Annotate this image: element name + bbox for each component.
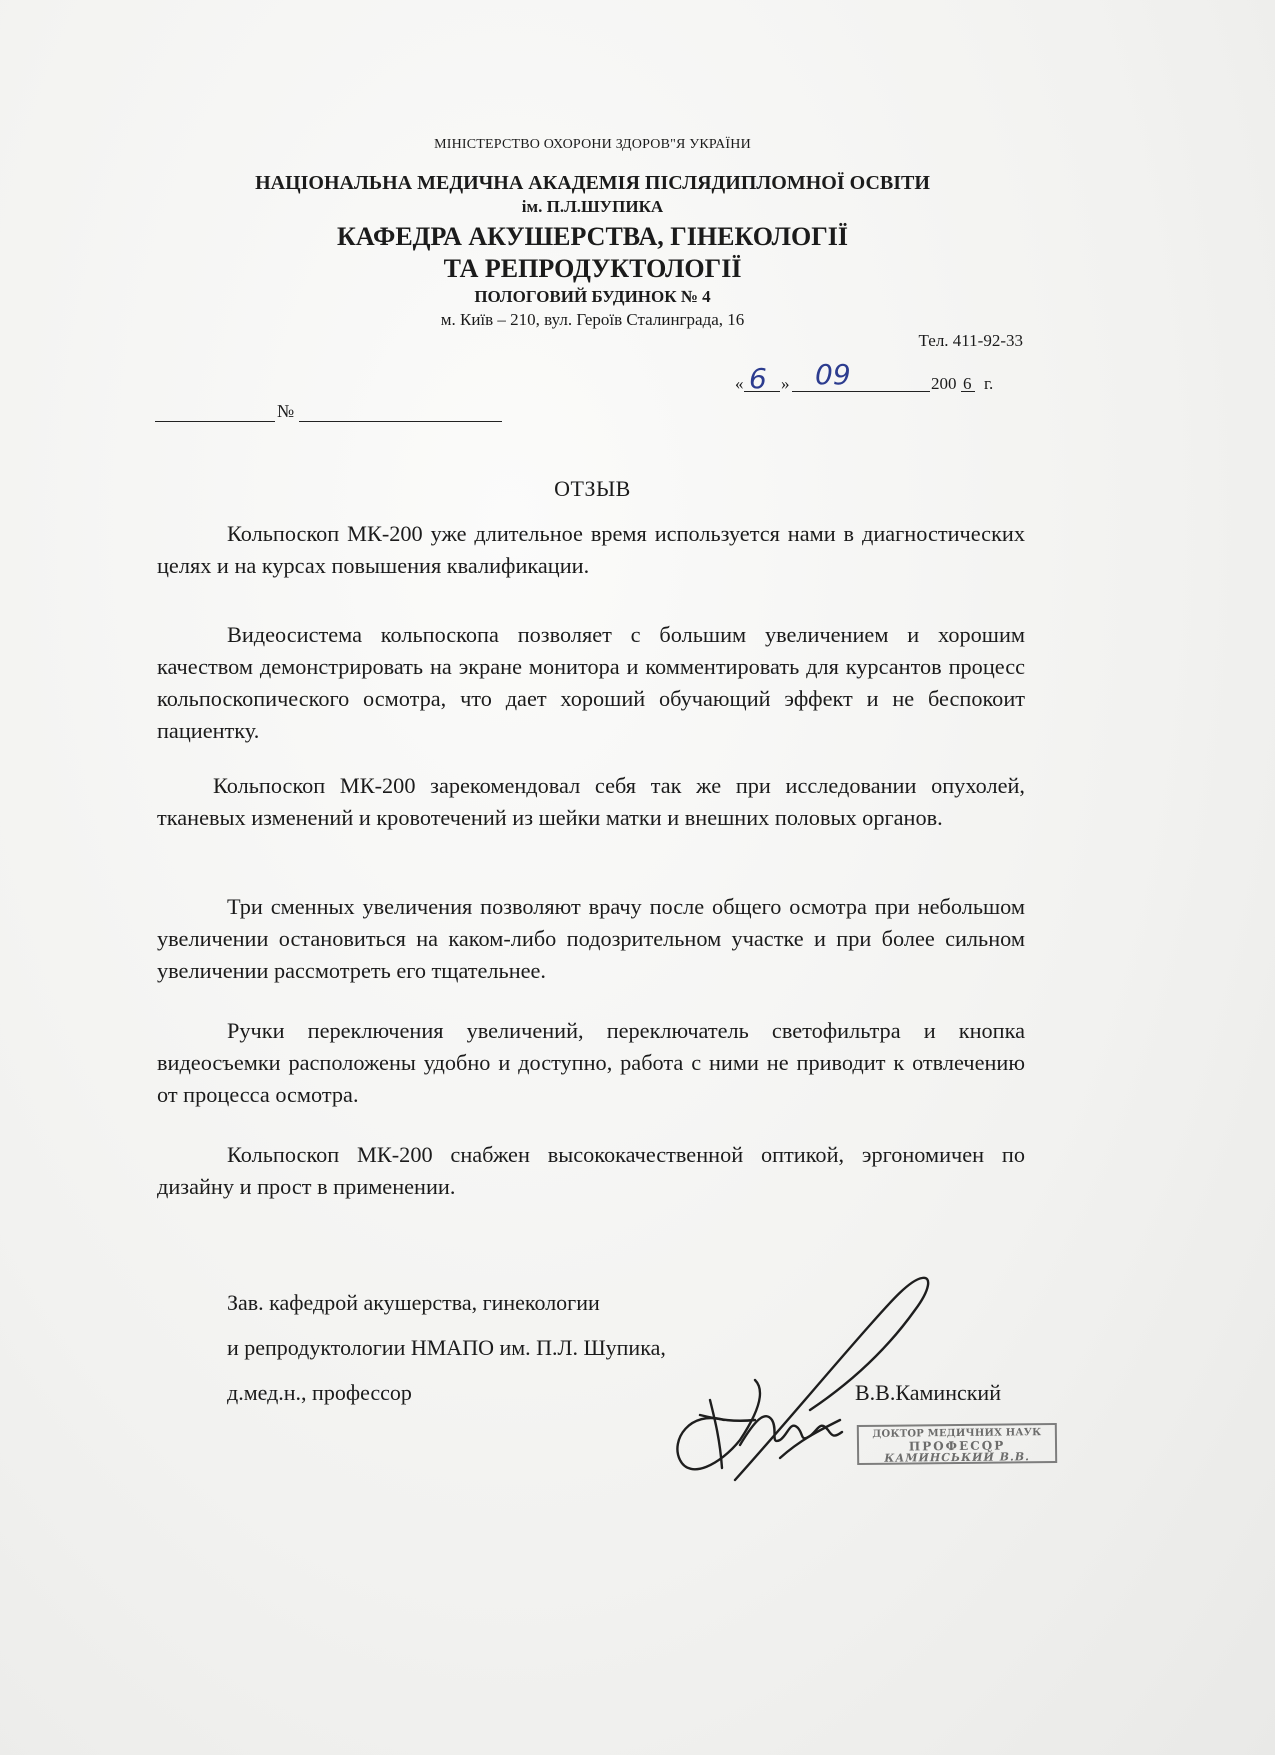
- date-year-digit: 6: [963, 374, 972, 393]
- registration-number-blank: [299, 421, 502, 422]
- academy-named-after: ім. П.Л.ШУПИКА: [521, 197, 664, 216]
- signatory-name: В.В.Каминский: [855, 1380, 1001, 1405]
- body-paragraph: Три сменных увеличения позволяют врачу после общего осмотра при небольшом увеличении остановиться на каком-либо подозрительном участке и при более сильном увеличении рассмотреть его тщательнее.: [157, 894, 1025, 983]
- month-underline: [792, 391, 930, 392]
- body-paragraph: Ручки переключения увеличений, переключатель светофильтра и кнопка видеосъемки расположены удобно и доступно, работа с ними не приводит к отвлечению от процесса осмотра.: [157, 1018, 1025, 1107]
- body-paragraph: Кольпоскоп МК-200 снабжен высококачественной оптикой, эргономичен по дизайну и прост в применении.: [157, 1142, 1025, 1199]
- body-paragraph: Кольпоскоп МК-200 уже длительное время используется нами в диагностических целях и на курсах повышения квалификации.: [157, 521, 1025, 578]
- registration-date-blank: [155, 421, 275, 422]
- handwritten-signature: [660, 1270, 950, 1490]
- stamp-line1: ДОКТОР МЕДИЧНИХ НАУК: [872, 1427, 1042, 1440]
- date-day-handwritten: 6: [749, 362, 767, 395]
- registration-number-line: [155, 400, 505, 424]
- number-sign: №: [277, 401, 295, 421]
- body-paragraph: Кольпоскоп МК-200 зарекомендовал себя так же при исследовании опухолей, тканевых изменений и кровотечений из шейки матки и внешних половых органов.: [157, 773, 1025, 830]
- stamp-line2: ПРОФЕСОР: [908, 1438, 1006, 1454]
- hospital-name: ПОЛОГОВИЙ БУДИНОК № 4: [474, 287, 711, 306]
- address: м. Київ – 210, вул. Героїв Сталинграда, 16: [440, 310, 745, 329]
- signatory-position-line1: Зав. кафедрой акушерства, гинекологии: [227, 1290, 600, 1315]
- document-title: ОТЗЫВ: [554, 476, 631, 501]
- stamp-line3: КАМИНСЬКИЙ В.В.: [884, 1450, 1031, 1465]
- academy-name: НАЦІОНАЛЬНА МЕДИЧНА АКАДЕМІЯ ПІСЛЯДИПЛОМНОЇ ОСВІТИ: [255, 172, 930, 194]
- date-year-prefix: 200: [931, 374, 957, 393]
- department-name-line1: КАФЕДРА АКУШЕРСТВА, ГІНЕКОЛОГІЇ: [337, 222, 848, 251]
- body-paragraph: Видеосистема кольпоскопа позволяет с большим увеличением и хорошим качеством демонстрировать на экране монитора и комментировать для курсантов процесс кольпоскопического осмотра, что дает хороший обучающий эффект и не беспокоит пациентку.: [157, 622, 1025, 743]
- phone-number: Тел. 411-92-33: [918, 331, 1023, 350]
- date-line: [735, 358, 1025, 396]
- signatory-position-line2: и репродуктологии НМАПО им. П.Л. Шупика,: [227, 1335, 666, 1360]
- ministry-name: МІНІСТЕРСТВО ОХОРОНИ ЗДОРОВ"Я УКРАЇНИ: [434, 137, 751, 152]
- date-open-quote: «: [735, 374, 744, 393]
- department-name-line2: ТА РЕПРОДУКТОЛОГІЇ: [443, 254, 742, 283]
- date-month-handwritten: 09: [815, 358, 851, 391]
- date-close-quote: »: [781, 374, 790, 393]
- signatory-degree: д.мед.н., профессор: [227, 1380, 412, 1405]
- date-year-suffix: г.: [984, 374, 994, 393]
- year-underline: [961, 391, 975, 392]
